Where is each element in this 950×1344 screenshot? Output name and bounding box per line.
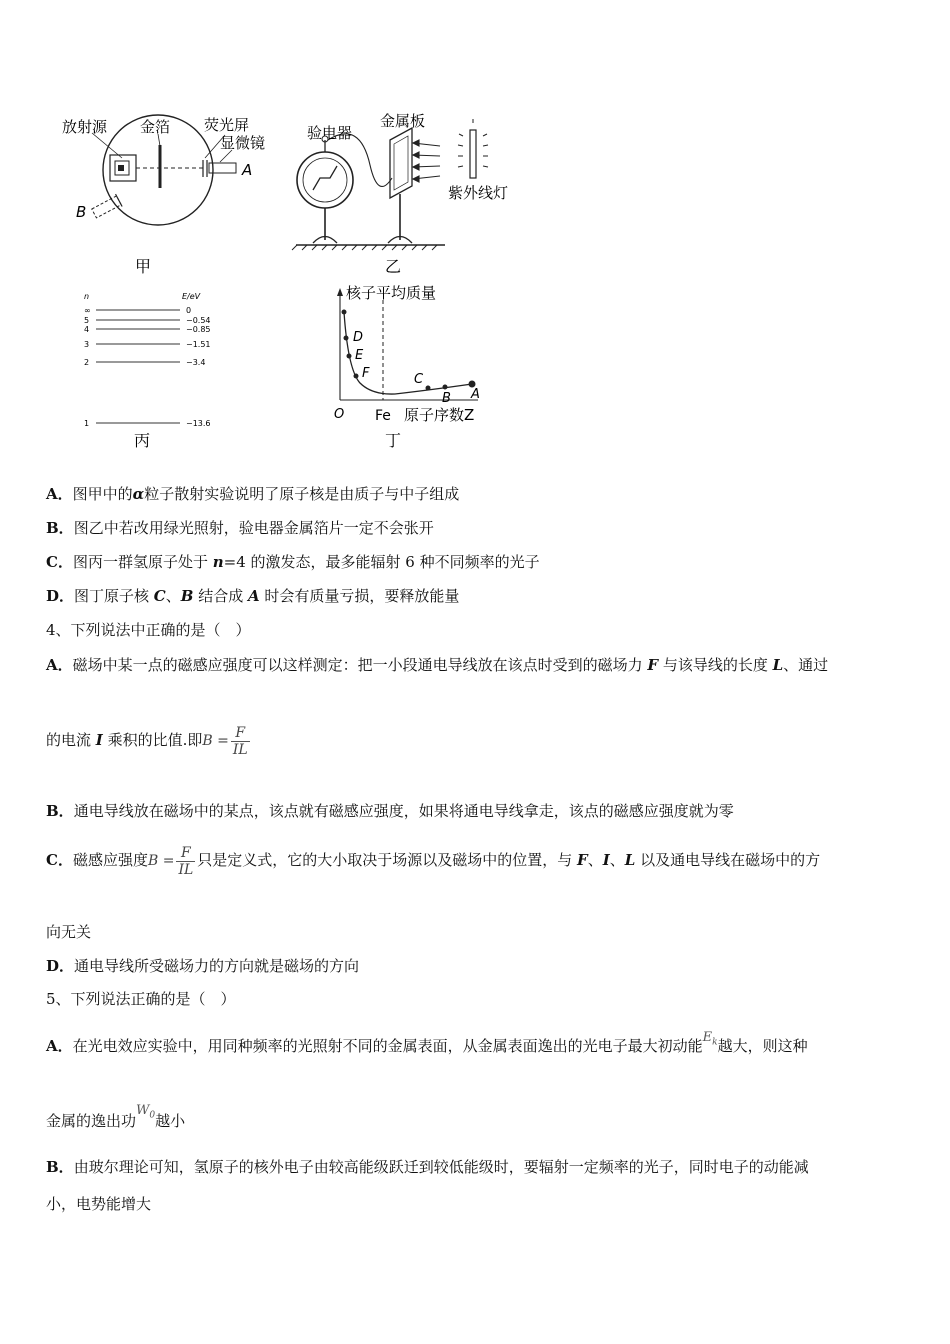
q3-option-a-text-2: 粒子散射实验说明了原子核是由质子与中子组成	[144, 485, 460, 503]
label-foil: 金箔	[140, 118, 171, 136]
q3-option-d-c: C	[153, 587, 166, 605]
q3-option-d	[46, 586, 916, 606]
formula-c-numerator: F	[180, 844, 191, 861]
figures-panel	[0, 0, 950, 470]
figure-bing	[84, 292, 211, 450]
q4-stem: 4、下列说法中正确的是（ ）	[46, 621, 251, 639]
q5-option-a-line1	[46, 1030, 916, 1063]
q4-c-f: F	[577, 851, 588, 869]
q4-a-l: L	[772, 656, 784, 674]
q4-a-text-2: 与该导线的长度	[658, 656, 773, 674]
label-electroscope: 验电器	[307, 124, 353, 142]
q4-option-a-line2	[46, 720, 916, 761]
q4-c-i: I	[602, 851, 610, 869]
q3-option-b-letter: B．	[46, 519, 74, 537]
q3-option-c-text-2: =4 的激发态，最多能辐射 6 种不同频率的光子	[223, 553, 540, 571]
q3-option-a-text-1: 图甲中的	[72, 485, 133, 503]
formula-c-lhs: B =	[147, 853, 175, 869]
energy-level-n-0: ∞	[84, 306, 91, 315]
q5-stem: 5、下列说法正确的是（ ）	[46, 990, 236, 1008]
caption-yi: 乙	[385, 257, 402, 276]
q5-option-a-line2	[46, 1103, 916, 1138]
q4-option-d-letter: D．	[46, 957, 75, 975]
q3-option-d-a: A	[248, 587, 260, 605]
q5-option-b-line1	[46, 1157, 916, 1177]
q4-option-c-line1	[46, 840, 916, 881]
q4-c-text-3: 以及通电导线在磁场中的方	[635, 851, 821, 869]
q3-option-d-text-1: 图丁原子核	[74, 587, 154, 605]
energy-level-n-3: 3	[84, 340, 90, 349]
q4-option-a-letter: A．	[46, 656, 73, 674]
q4-option-c-letter: C．	[46, 851, 73, 869]
q4-option-d	[46, 956, 916, 976]
energy-level-e-5: −13.6	[186, 419, 211, 428]
q5-b-text-1: 由玻尔理论可知，氢原子的核外电子由较高能级跃迁到较低能级时，要辐射一定频率的光子，同时电子的动能减	[73, 1158, 809, 1176]
ding-point-d: D	[353, 330, 364, 345]
q4-c-l: L	[624, 851, 636, 869]
q3-option-b	[46, 518, 916, 538]
q4-a-text-5: 乘积的比值.即	[102, 731, 203, 749]
ding-point-e: E	[355, 348, 364, 363]
energy-level-e-4: −3.4	[186, 358, 206, 367]
q3-option-d-letter: D．	[46, 587, 75, 605]
q5-a-text-1: 在光电效应实验中，用同种频率的光照射不同的金属表面，从金属表面逸出的光电子最大初动能	[72, 1037, 703, 1055]
q4-option-d-text: 通电导线所受磁场力的方向就是磁场的方向	[74, 957, 360, 975]
ek-letter: E	[702, 1030, 713, 1045]
formula-b-numerator: F	[235, 724, 246, 741]
ding-point-f: F	[362, 366, 370, 381]
q4-a-f: F	[647, 656, 659, 674]
q5-option-b-letter: B．	[46, 1158, 74, 1176]
w0-symbol	[136, 1103, 156, 1121]
energy-level-e-2: −0.85	[186, 325, 211, 334]
label-pos-b: B	[76, 203, 87, 221]
q4-c-sep-2: 、	[609, 851, 625, 869]
energy-level-e-1: −0.54	[186, 316, 211, 325]
q4-a-text-4: 的电流	[46, 731, 96, 749]
figure-jia	[62, 115, 265, 276]
energy-level-n-1: 5	[84, 316, 90, 325]
q3-option-d-b: B	[180, 587, 194, 605]
ek-symbol	[702, 1030, 718, 1048]
energy-level-n-4: 2	[84, 358, 90, 367]
figure-ding	[334, 284, 480, 450]
q4-c-text-2: 只是定义式，它的大小取决于场源以及磁场中的位置，与	[197, 851, 578, 869]
label-microscope: 显微镜	[220, 134, 266, 152]
ding-point-a: A	[471, 387, 480, 402]
formula-c-fraction	[176, 845, 195, 878]
q3-option-a	[46, 484, 916, 504]
q4-option-b-text: 通电导线放在磁场中的某点，该点就有磁感应强度，如果将通电导线拿走，该点的磁感应强度就为零	[73, 802, 734, 820]
q5-a-text-2: 越大，则这种	[717, 1037, 808, 1055]
ek-subscript: k	[712, 1037, 718, 1048]
q3-option-d-text-3: 结合成	[193, 587, 248, 605]
ding-fe-label: Fe	[375, 408, 391, 424]
q3-option-b-text: 图乙中若改用绿光照射，验电器金属箔片一定不会张开	[73, 519, 434, 537]
w0-subscript: 0	[149, 1110, 156, 1121]
caption-ding: 丁	[385, 431, 402, 450]
q4-a-i: I	[95, 731, 103, 749]
q3-option-d-text-2: 、	[165, 587, 181, 605]
q3-option-c-text-1: 图丙一群氢原子处于	[72, 553, 213, 571]
w0-letter: W	[136, 1103, 150, 1118]
energy-level-n-2: 4	[84, 325, 90, 334]
q3-option-c-letter: C．	[46, 553, 73, 571]
label-source: 放射源	[62, 118, 108, 136]
label-pos-a: A	[242, 161, 253, 179]
q5-a-text-4: 越小	[155, 1112, 186, 1130]
q3-option-c	[46, 552, 916, 572]
formula-b-denominator: IL	[232, 741, 248, 758]
q4-a-text-3: 、通过	[783, 656, 829, 674]
formula-b-lhs: B =	[202, 733, 229, 749]
formula-c-denominator: IL	[178, 861, 194, 878]
q4-option-a-line1	[46, 655, 916, 675]
label-metal-plate: 金属板	[380, 112, 426, 130]
bing-n-header: n	[84, 292, 90, 301]
q4-option-c-line2: 向无关	[46, 923, 92, 941]
q4-c-sep-1: 、	[587, 851, 603, 869]
q3-option-c-n: n	[212, 553, 224, 571]
q5-option-a-letter: A．	[46, 1037, 73, 1055]
ding-origin: O	[334, 407, 345, 422]
q4-a-text-1: 磁场中某一点的磁感应强度可以这样测定：把一小段通电导线放在该点时受到的磁场力	[72, 656, 648, 674]
q3-option-d-text-4: 时会有质量亏损，要释放能量	[259, 587, 460, 605]
q3-option-a-alpha: α	[132, 485, 145, 503]
label-uv-lamp: 紫外线灯	[448, 184, 509, 202]
ding-y-label: 核子平均质量	[346, 284, 437, 302]
q5-option-b-line2: 小，电势能增大	[46, 1195, 152, 1213]
caption-bing: 丙	[134, 431, 151, 450]
label-screen: 荧光屏	[204, 116, 250, 134]
ding-point-b: B	[442, 391, 451, 406]
ding-point-c: C	[414, 372, 424, 387]
q3-option-a-letter: A．	[46, 485, 73, 503]
q5-a-text-3: 金属的逸出功	[46, 1112, 137, 1130]
ding-x-label: 原子序数Z	[404, 406, 475, 424]
q4-option-b	[46, 801, 916, 821]
energy-level-n-5: 1	[84, 419, 90, 428]
caption-jia: 甲	[135, 257, 152, 276]
energy-level-e-0: 0	[186, 306, 192, 315]
formula-b-fraction	[231, 725, 250, 758]
q4-c-text-1: 磁感应强度	[72, 851, 148, 869]
energy-level-e-3: −1.51	[186, 340, 211, 349]
figure-yi	[292, 112, 508, 276]
bing-e-header: E/eV	[182, 292, 201, 301]
q4-option-b-letter: B．	[46, 802, 74, 820]
